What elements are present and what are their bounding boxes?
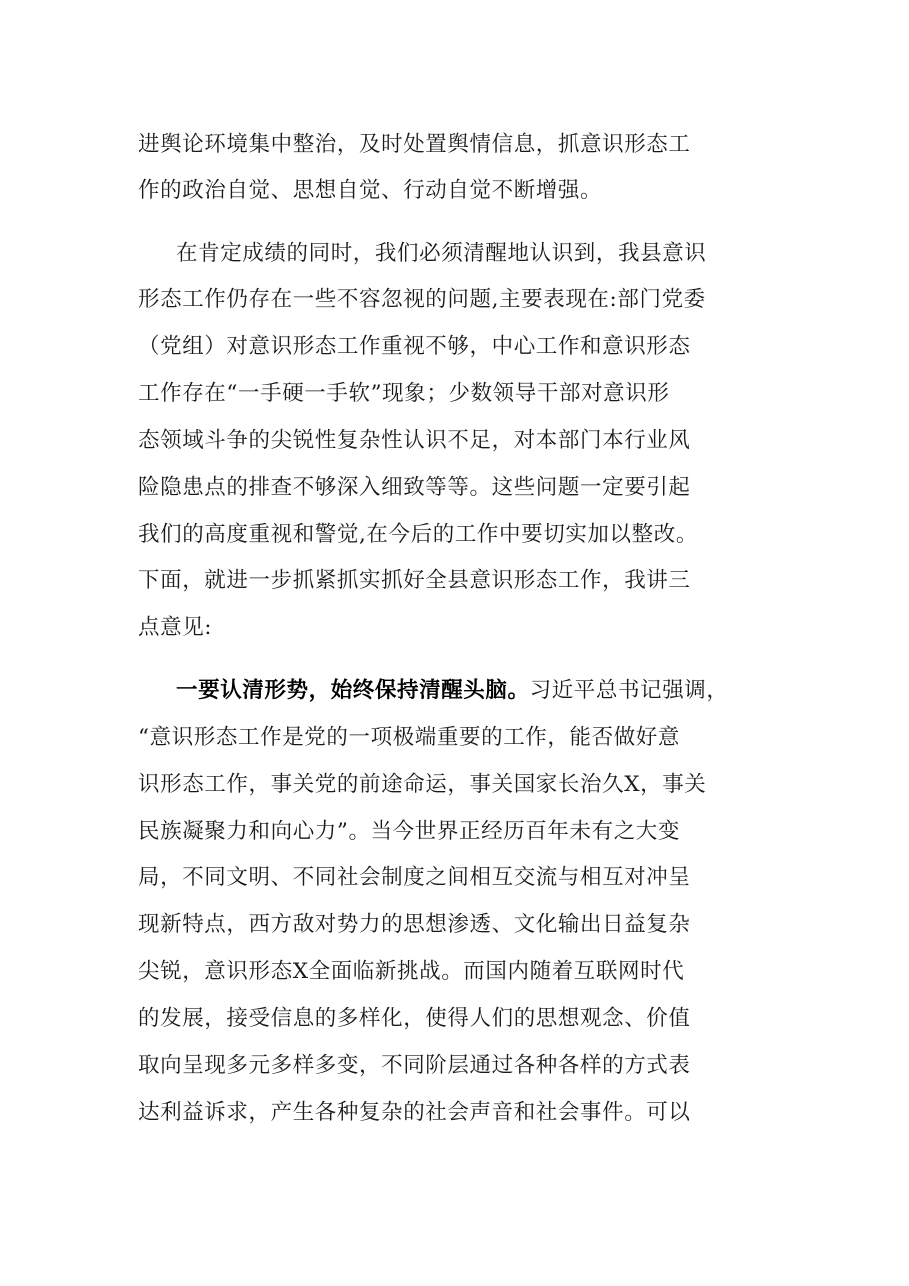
paragraph-line: 现新特点，西方敌对势力的思想渗透、文化输出日益复杂	[138, 912, 691, 937]
paragraph-line: 作的政治自觉、思想自觉、行动自觉不断增强。	[138, 178, 603, 203]
paragraph-line: 达利益诉求，产生各种复杂的社会声音和社会事件。可以	[138, 1100, 691, 1125]
paragraph-line: （党组）对意识形态工作重视不够，中心工作和意识形态	[138, 334, 691, 359]
paragraph-line: 尖锐，意识形态X全面临新挑战。而国内随着互联网时代	[138, 959, 685, 984]
paragraph-line: 局，不同文明、不同社会制度之间相互交流与相互对冲呈	[138, 865, 691, 890]
paragraph-line: 态领域斗争的尖锐性复杂性认识不足，对本部门本行业风	[138, 428, 691, 453]
section-heading: 一要认清形势，始终保持清醒头脑。	[176, 678, 530, 703]
paragraph-line: 下面，就进一步抓紧抓实抓好全县意识形态工作，我讲三	[138, 568, 691, 593]
paragraph-line: 形态工作仍存在一些不容忽视的问题,主要表现在:部门党委	[138, 287, 706, 312]
paragraph-line: “意识形态工作是党的一项极端重要的工作，能否做好意	[138, 725, 680, 750]
paragraph-line: 进舆论环境集中整治，及时处置舆情信息，抓意识形态工	[138, 132, 691, 157]
paragraph-line: 民族凝聚力和向心力”。当今世界正经历百年未有之大变	[138, 819, 680, 844]
paragraph-first-line	[176, 677, 729, 705]
paragraph-line: 识形态工作，事关党的前途命运，事关国家长治久X，事关	[138, 772, 707, 797]
paragraph-line: 点意见:	[138, 615, 213, 640]
paragraph-line: 我们的高度重视和警觉,在今后的工作中要切实加以整改。	[138, 522, 698, 547]
paragraph-line: 取向呈现多元多样多变，不同阶层通过各种各样的方式表	[138, 1053, 691, 1078]
paragraph-line: 工作存在“一手硬一手软”现象；少数领导干部对意识形	[138, 381, 670, 406]
paragraph-line: 险隐患点的排查不够深入细致等等。这些问题一定要引起	[138, 475, 691, 500]
paragraph-line: 在肯定成绩的同时，我们必须清醒地认识到，我县意识	[176, 241, 707, 266]
paragraph-line: 的发展，接受信息的多样化，使得人们的思想观念、价值	[138, 1006, 691, 1031]
paragraph-text: 习近平总书记强调，	[529, 678, 729, 703]
